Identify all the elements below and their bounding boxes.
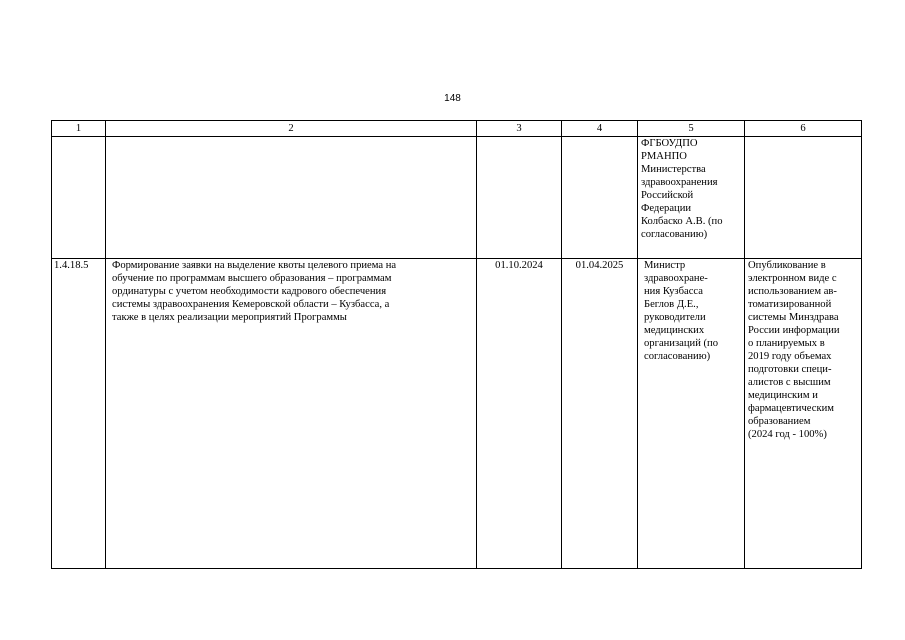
document-table: [51, 120, 862, 569]
result-cell: Опубликование в электронном виде с использованием ав- томатизированной системы Минздрава России информации о планируемых в 2019 году объемах подготовки специ- алистов с высшим медицинским и фармацевтическим образованием (2024 год - 100%): [745, 259, 862, 569]
column-header-4: 4: [562, 121, 638, 137]
column-header-2: 2: [106, 121, 477, 137]
row-number-cell: 1.4.18.5: [52, 259, 106, 569]
table-row: [52, 259, 862, 569]
end-date-cell: [562, 137, 638, 259]
column-header-1: 1: [52, 121, 106, 137]
responsible-cell: Министр здравоохране- ния Кузбасса Беглов Д.Е., руководители медицинских организаций (по согласованию): [638, 259, 745, 569]
end-date-cell: 01.04.2025: [562, 259, 638, 569]
start-date-cell: 01.10.2024: [477, 259, 562, 569]
table-header-row: [52, 121, 862, 137]
result-cell: [745, 137, 862, 259]
table-row: [52, 137, 862, 259]
column-header-3: 3: [477, 121, 562, 137]
responsible-cell: ФГБОУДПО РМАНПО Министерства здравоохранения Российской Федерации Колбаско А.В. (по согласованию): [638, 137, 745, 259]
description-cell: Формирование заявки на выделение квоты целевого приема на обучение по программам высшего образования – программам ординатуры с учетом необходимости кадрового обеспечения системы здравоохранения Кемеровской области – Кузбасса, а также в целях реализации мероприятий Программы: [106, 259, 477, 569]
column-header-6: 6: [745, 121, 862, 137]
page-number: 148: [444, 93, 461, 104]
column-header-5: 5: [638, 121, 745, 137]
row-number-cell: [52, 137, 106, 259]
description-cell: [106, 137, 477, 259]
start-date-cell: [477, 137, 562, 259]
